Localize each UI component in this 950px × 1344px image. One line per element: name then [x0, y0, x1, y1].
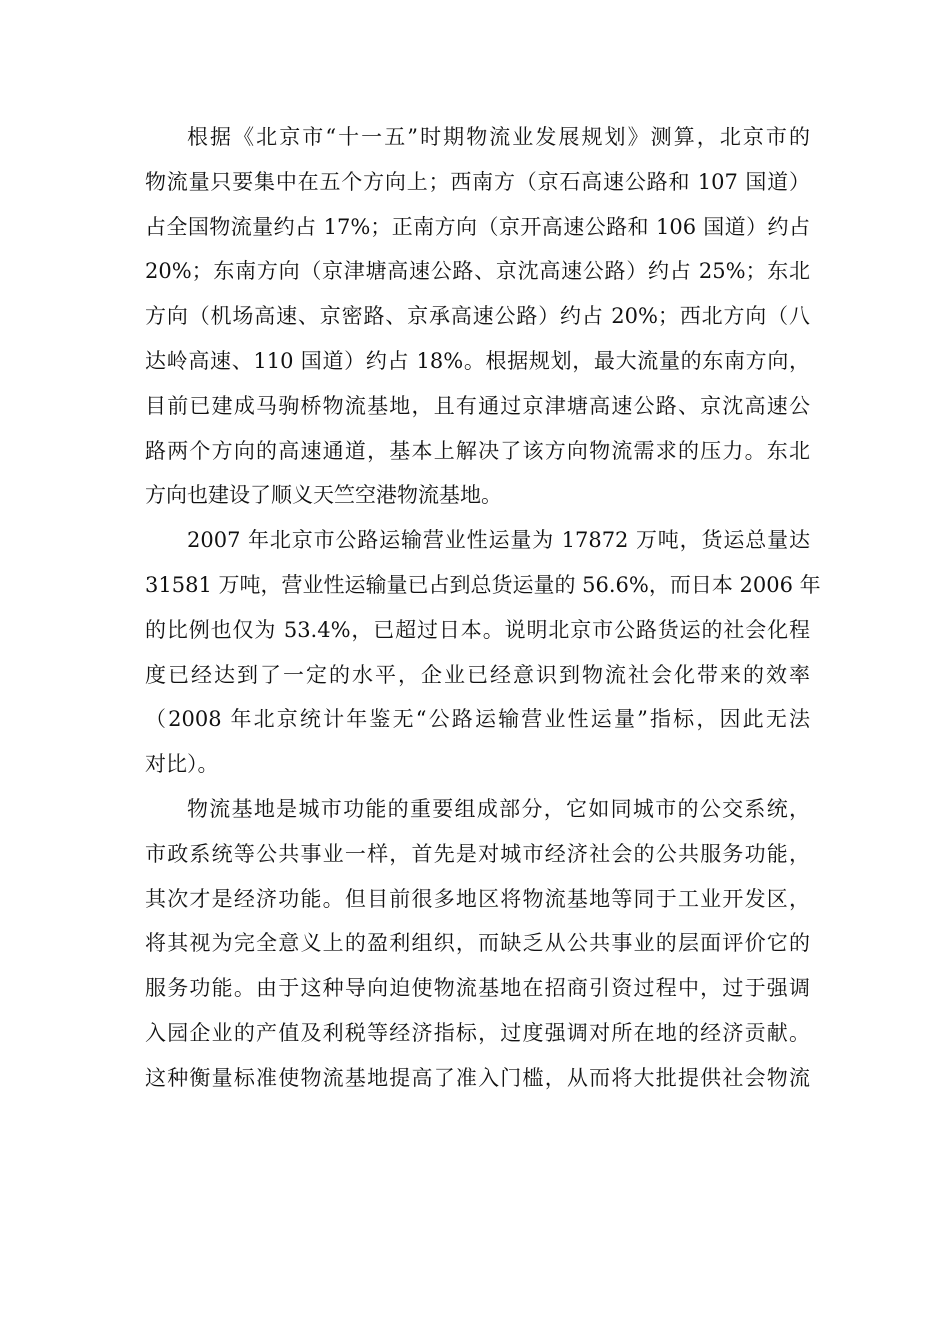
text-line: 占全国物流量约占 17%；正南方向（京开高速公路和 106 国道）约占	[145, 214, 810, 239]
paragraph-logistics-directions	[145, 115, 810, 518]
document-body	[145, 115, 821, 1101]
text-line: 20%；东南方向（京津塘高速公路、京沈高速公路）约占 25%；东北	[145, 259, 810, 284]
text-line: 市政系统等公共事业一样，首先是对城市经济社会的公共服务功能，	[145, 841, 810, 866]
text-line: （2008 年北京统计年鉴无“公路运输营业性运量”指标，因此无法	[145, 707, 810, 732]
text-line: 方向（机场高速、京密路、京承高速公路）约占 20%；西北方向（八	[145, 304, 810, 329]
text-line: 入园企业的产值及利税等经济指标，过度强调对所在地的经济贡献。	[145, 1020, 810, 1045]
text-line: 其次才是经济功能。但目前很多地区将物流基地等同于工业开发区，	[145, 886, 810, 911]
text-line: 的比例也仅为 53.4%，已超过日本。说明北京市公路货运的社会化程	[145, 617, 810, 642]
paragraph-logistics-base-function	[145, 787, 810, 1101]
text-line: 物流基地是城市功能的重要组成部分，它如同城市的公交系统，	[187, 796, 810, 821]
text-line: 2007 年北京市公路运输营业性运量为 17872 万吨，货运总量达	[187, 528, 810, 553]
text-line: 这种衡量标准使物流基地提高了准入门槛，从而将大批提供社会物流	[145, 1065, 810, 1090]
text-line: 将其视为完全意义上的盈利组织，而缺乏从公共事业的层面评价它的	[145, 931, 810, 956]
text-line: 根据《北京市“十一五”时期物流业发展规划》测算，北京市的	[187, 125, 810, 149]
text-line: 度已经达到了一定的水平，企业已经意识到物流社会化带来的效率	[145, 662, 810, 687]
text-line: 对比）。	[145, 752, 219, 777]
text-line: 31581 万吨，营业性运输量已占到总货运量的 56.6%，而日本 2006 年	[145, 572, 821, 597]
text-line: 服务功能。由于这种导向迫使物流基地在招商引资过程中，过于强调	[145, 976, 810, 1001]
text-line: 方向也建设了顺义天竺空港物流基地。	[145, 483, 502, 508]
text-line: 达岭高速、110 国道）约占 18%。根据规划，最大流量的东南方向，	[145, 348, 810, 373]
text-line: 路两个方向的高速通道，基本上解决了该方向物流需求的压力。东北	[145, 438, 810, 463]
text-line: 物流量只要集中在五个方向上；西南方（京石高速公路和 107 国道）	[145, 169, 810, 194]
paragraph-road-freight-2007	[145, 518, 821, 787]
text-line: 目前已建成马驹桥物流基地，且有通过京津塘高速公路、京沈高速公	[145, 393, 810, 418]
